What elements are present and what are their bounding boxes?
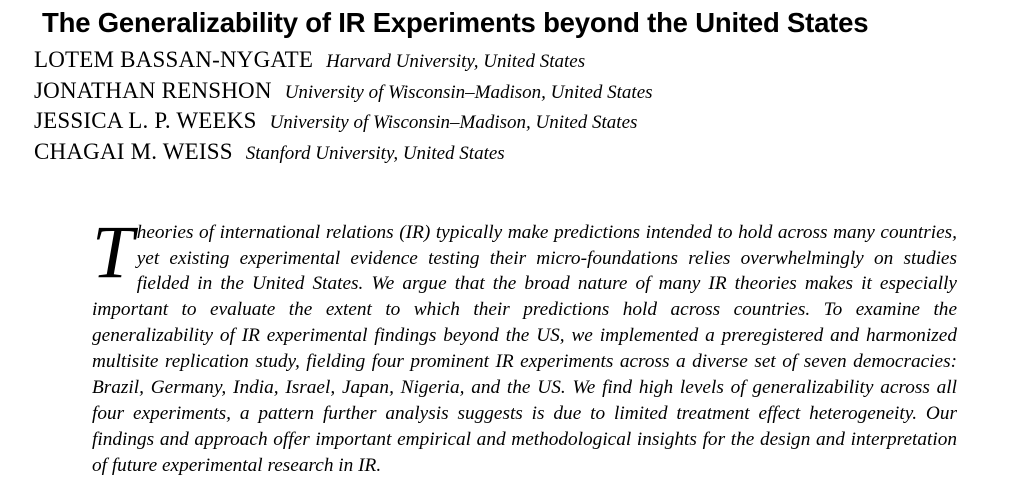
- author-affiliation: Harvard University, United States: [326, 51, 586, 73]
- author-row: [34, 137, 1019, 168]
- author-name: CHAGAI M. WEISS: [34, 138, 233, 164]
- author-list: [0, 45, 1019, 167]
- author-row: [34, 45, 1019, 76]
- author-affiliation: Stanford University, United States: [245, 142, 505, 164]
- author-name: JESSICA L. P. WEEKS: [34, 108, 257, 134]
- author-name: JONATHAN RENSHON: [34, 77, 272, 103]
- author-name: LOTEM BASSAN-NYGATE: [34, 47, 314, 73]
- abstract-dropcap: T: [92, 210, 134, 294]
- abstract: [0, 168, 1019, 479]
- page-title: The Generalizability of IR Experiments beyond the United States: [42, 7, 869, 38]
- abstract-text: heories of international relations (IR) typically make predictions intended to hold across many countries, yet existing experimental evidence testing their micro-foundations relies overwhelmingly on studies fielded in the United States. We argue that the broad nature of many IR theories makes it especially important to evaluate the extent to which their predictions hold across countries. To examine the generalizability of IR experimental findings beyond the US, we implemented a preregistered and harmonized multisite replication study, fielding four prominent IR experiments across a diverse set of seven democracies: Brazil, Germany, India, Israel, Japan, Nigeria, and the US. We find high levels of generalizability across all four experiments, a pattern further analysis suggests is due to limited treatment effect heterogeneity. Our findings and approach offer important empirical and methodological insights for the design and interpretation of future experimental research in IR.: [92, 221, 957, 477]
- author-affiliation: University of Wisconsin–Madison, United States: [269, 112, 638, 134]
- author-row: [34, 106, 1019, 137]
- author-row: [34, 76, 1019, 107]
- author-affiliation: University of Wisconsin–Madison, United States: [284, 81, 653, 103]
